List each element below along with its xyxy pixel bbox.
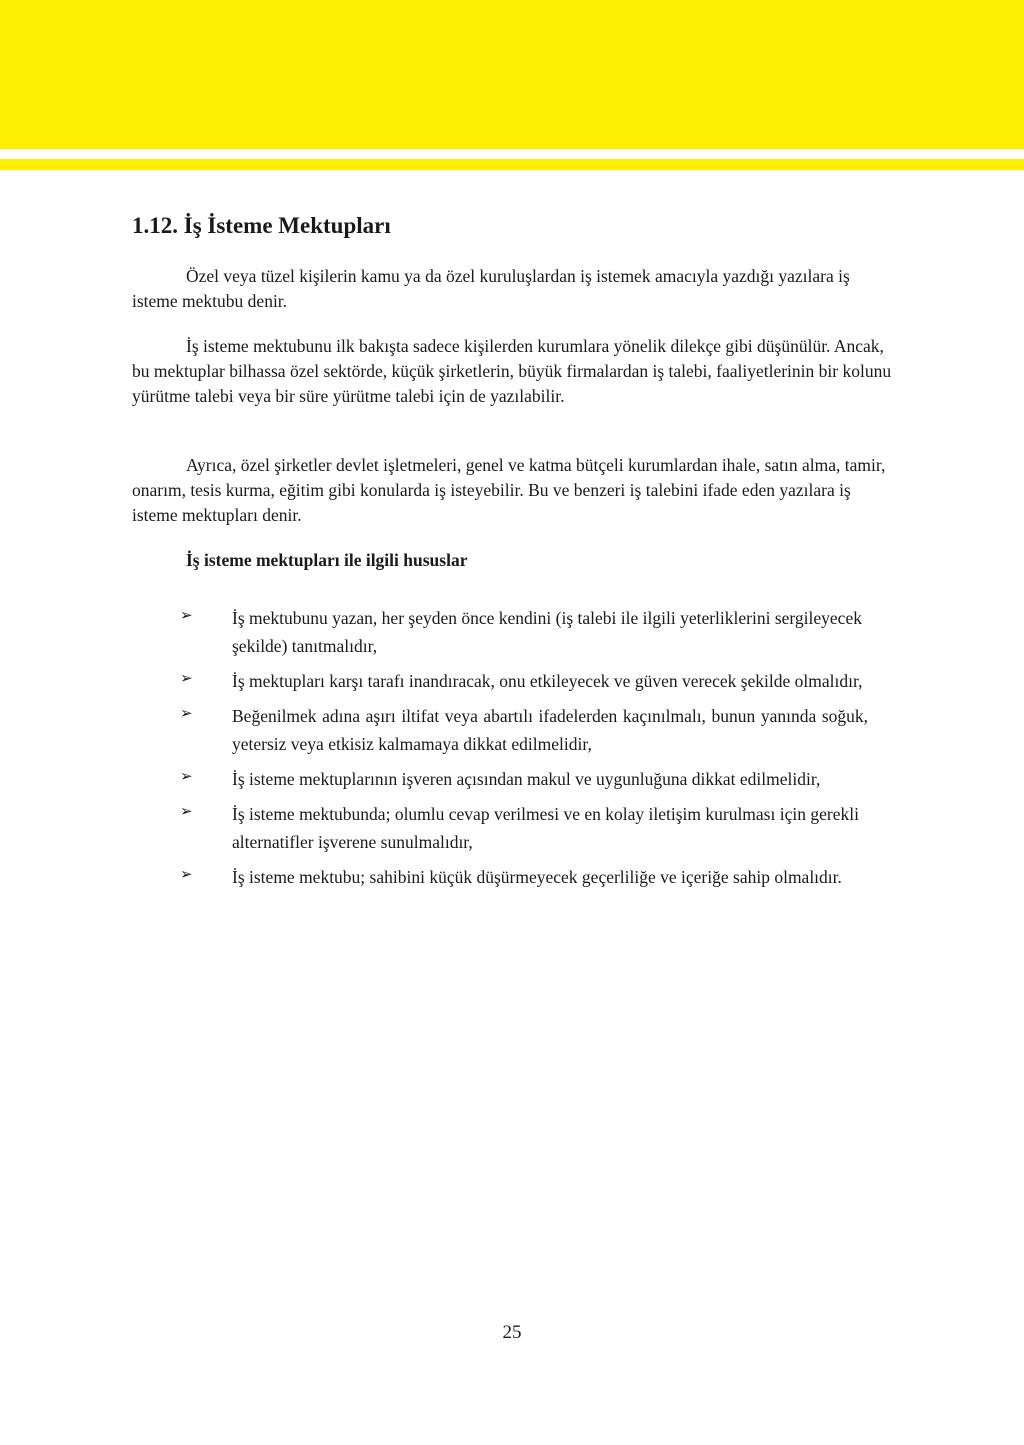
considerations-list (180, 604, 890, 898)
header-yellow-band (0, 0, 1024, 149)
arrowhead-bullet-icon: ➢ (180, 704, 193, 722)
list-item (180, 604, 890, 660)
arrowhead-bullet-icon: ➢ (180, 802, 193, 820)
list-item-text: İş isteme mektuplarının işveren açısından makul ve uygunluğuna dikkat edilmelidir, (232, 769, 821, 789)
section-title: 1.12. İş İsteme Mektupları (132, 213, 391, 238)
list-item (180, 667, 890, 695)
arrowhead-bullet-icon: ➢ (180, 767, 193, 785)
paragraph-companies: Ayrıca, özel şirketler devlet işletmeleri, genel ve katma bütçeli kurumlardan ihale, satın alma, tamir, onarım, tesis kurma, eğitim gibi konularda iş isteyebilir. Bu ve benzeri iş talebini ifade eden yazılara iş isteme mektupları denir. (132, 455, 886, 525)
arrowhead-bullet-icon: ➢ (180, 669, 193, 687)
list-item-text: İş mektubunu yazan, her şeyden önce kendini (iş talebi ile ilgili yeterliklerini sergileyecek şekilde) tanıtmalıdır, (232, 608, 862, 656)
list-item (180, 863, 890, 891)
header-yellow-stripe (0, 159, 1024, 170)
paragraph-usage: İş isteme mektubunu ilk bakışta sadece kişilerden kurumlara yönelik dilekçe gibi düşünülür. Ancak, bu mektuplar bilhassa özel sektörde, küçük şirketlerin, büyük firmalardan iş talebi, faaliyetlerinin bir kolunu yürütme talebi veya bir süre yürütme talebi için de yazılabilir. (132, 336, 892, 406)
arrowhead-bullet-icon: ➢ (180, 606, 193, 624)
page-number: 25 (502, 1322, 522, 1343)
list-item-text: Beğenilmek adına aşırı iltifat veya abartılı ifadelerden kaçınılmalı, bunun yanında soğuk, yetersiz veya etkisiz kalmamaya dikkat edilmelidir, (232, 706, 868, 754)
arrowhead-bullet-icon: ➢ (180, 865, 193, 883)
list-item (180, 800, 890, 856)
considerations-heading: İş isteme mektupları ile ilgili hususlar (186, 550, 468, 570)
paragraph-definition: Özel veya tüzel kişilerin kamu ya da özel kuruluşlardan iş istemek amacıyla yazdığı yazılara iş isteme mektubu denir. (132, 266, 850, 311)
list-item-text: İş isteme mektubunda; olumlu cevap verilmesi ve en kolay iletişim kurulması için gerekli alternatifler işverene sunulmalıdır, (232, 804, 859, 852)
list-item-text: İş mektupları karşı tarafı inandıracak, onu etkileyecek ve güven verecek şekilde olmalıdır, (232, 671, 863, 691)
list-item (180, 765, 890, 793)
list-item (180, 702, 890, 758)
list-item-text: İş isteme mektubu; sahibini küçük düşürmeyecek geçerliliğe ve içeriğe sahip olmalıdır. (232, 867, 842, 887)
